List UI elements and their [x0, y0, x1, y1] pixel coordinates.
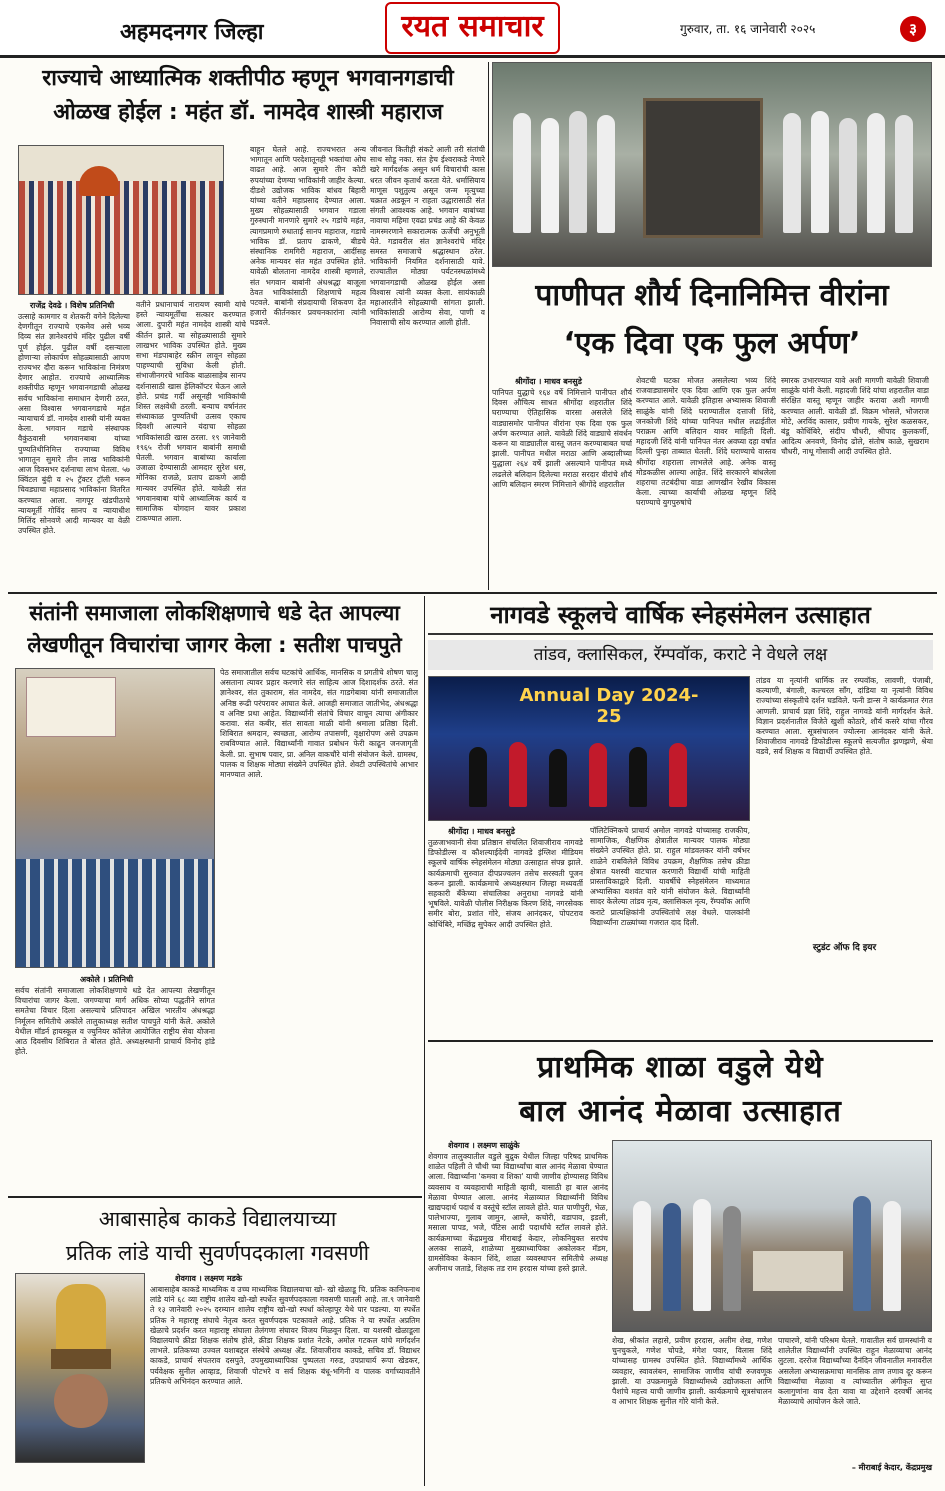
article-column: शेवटची घटका मोजत असलेल्या भव्य शिंदे राजवाड्यासमोर एक दिवा आणि एक फुल अर्पण करण्यात आले. यावेळी इतिहास अभ्यासक शिवाजी साळुंके यांनी शिंदे घराण्यातील दत्ताजी शिंदे, जनकोजी शिंदे यांच्या पानिपत मधील लढाईतील पराक्रम आणि बलिदान यावर माहिती दिली. महादजी शिंदे यांनी पानिपत नंतर अवघ्या दहा वर्षात दिल्ली पुन्हा ताब्यात घेतली. शिंदे घराण्याचे वास्तव श्रीगोंदा शहराला लाभलेले आहे. अनेक वास्तू मोडकळीस आल्या आहेत. शिंदे सरकारने बांधलेला शहराचा तटबंदीचा वाडा आणखीन रेखीव विकास केला. त्याच्या कार्याची ओळख म्हणून शिंदे घराण्याचे युगपुरुषांचे	[636, 376, 776, 508]
student-of-year-label: स्टुडंट ऑफ दि इयर	[812, 943, 877, 953]
headline-line: ओळख होईल : महंत डॉ. नामदेव शास्त्री महाराज	[53, 100, 443, 125]
vadule-headline	[428, 1046, 933, 1134]
headline-line: राज्याचे आध्यात्मिक शक्तीपीठ म्हणून भगवानगडाची	[42, 66, 454, 91]
article-column: पेठ समाजातील सर्वच घटकांचे आर्थिक, मानसिक व प्रगतीचे शोषण चालू असताना त्यावर प्रहार करणारे संत साहित्य आज दिशादर्शक ठरते. संत ज्ञानेश्वर, संत तुकाराम, संत नामदेव, संत गाडगेबाबा यांनी समाजातील अनिष्ठ रूढी परंपरावर आघात केले. आजही समाजात जातीभेद, अंधश्रद्धा व अनिष्ट प्रथा आहेत. विद्यार्थ्यांनी संतांचे विचार वाचून त्याचा अंगीकार करावा. संत कबीर, संत सावता माळी यांनी श्रमाला प्रतिष्ठा दिली. शिबिरात श्रमदान, स्वच्छता, आरोग्य तपासणी, वृक्षारोपण असे उपक्रम राबविण्यात आले. विद्यार्थ्यांनी गावात प्रबोधन फेरी काढून जनजागृती केली. प्रा. सुभाष पवार, प्रा. अनिल वाकचौरे यांनी संयोजन केले. ग्रामस्थ, पालक व शिक्षक मोठ्या संख्येने उपस्थित होते. शेवटी उपस्थितांचे आभार मानण्यात आले.	[220, 668, 418, 780]
section-divider	[8, 1196, 422, 1198]
satish-headline	[12, 597, 417, 661]
byline: शेवगाव । लक्ष्मण साळुंके	[448, 1141, 520, 1150]
bhagwangad-crowd-photo	[18, 145, 224, 295]
bhagwangad-headline	[14, 62, 482, 130]
nagwade-stage-photo	[428, 676, 750, 821]
article-column: तुळजाभवानी सेवा प्रतिष्ठान संचलित शिवाजीराव नागवडे डिफोडील्स व कौशल्याईदेवी नागवडे इंग्लिश मीडियम स्कूलचे वार्षिक स्नेहसंमेलन मोठ्या उत्साहात संपन्न झाले. कार्यक्रमाची सुरुवात दीपप्रज्वलन तसेच सरस्वती पूजन करून झाली. कार्यक्रमाचे अध्यक्षस्थान जिल्हा मध्यवर्ती सहकारी बँकेच्या संचालिका अनुराधा नागवडे यांनी भूषविले. यावेळी पोलीस निरीक्षक किरण शिंदे, नगरसेवक समीर बोरा, प्रशांत गोरे, संजय आनंदकर, पोपटराव कोथिंबिरे, मच्छिंद्र सुपेकर आदी उपस्थित होते.	[428, 838, 583, 929]
section-divider	[428, 1040, 933, 1042]
headline-line: संतांनी समाजाला लोकशिक्षणाचे धडे देत आपल्या	[29, 601, 400, 625]
article-column: पाचारणे, यांनी परिश्रम घेतले. गावातील सर्व ग्रामस्थांनी व शालेतील विद्यार्थ्यांनी उपस्थित राहून मेळाव्याचा आनंद लुटला. दररोज विद्यार्थ्यांच्या दैनंदिन जीवनातील मनावरील असलेला अभ्यासक्रमाचा मानसिक ताण तणाव दूर करून विद्यार्थ्यांचा मेळावा व त्यांच्यातील अंगीकृत सुप्त कलागुणांना वाव देता यावा या उद्देशाने दरवर्षी आनंद मेळाव्याचे आयोजन केले जाते.	[778, 1336, 932, 1407]
article-column: तांडव या नृत्यांनी धार्मिक तर रम्पवॉक, लावणी, पंजाबी, कल्याणी, बंगाली, कल्चरल सॉंग, दांडिया या नृत्यांनी विविध राज्यांच्या संस्कृतीचे दर्शन घडविले. फनी डान्स ने कार्यक्रमात रंगत आणली. प्राचार्य प्रज्ञा शिंदे, राहुल नागवडे यांनी मार्गदर्शन केले. विज्ञान प्रदर्शनातील विजेते खुशी कोठारे, शौर्य कसरे यांचा गौरव करण्यात आला. सूत्रसंचालन ज्योत्स्ना आनंदकर यांनी केले. शिवाजीराव नागवडे डिफोडील्स स्कूलचे सत्यजीत झणझणे, श्रेया वडवे, सर्व शिक्षक व विद्यार्थी उपस्थित होते.	[756, 676, 933, 757]
article-column: पानिपत युद्धाचे १६४ वर्षे निमित्ताने पानीपत शौर्य दिवस औचित्य साधत श्रीगोंदा शहरातील शिंदे घराण्याचा ऐतिहासिक वारसा असलेले शिंदे वाड्यासमोर पानीपत वीरांना एक दिवा एक फुल अर्पण करण्यात आले. यावेळी शिंदे वाड्याचे संवर्धन करून या वाड्यातील वास्तू जतन करण्याबाबत चर्चा झाली. पानीपत मधील मराठा आणि अब्दालीच्या युद्धाला २६४ वर्षे झाली असल्याने पानीपत मध्ये लढलेले बलिदान दिलेल्या मराठा सरदार वीरांचे शौर्य आणि बलिदान स्मरण निमित्ताने श्रीगोंदे शहरातील	[492, 388, 632, 489]
article-column: बाहून घेतले आहे. राज्यभरात अन्य भागातून आणि परदेशातूनही भक्तांचा ओघ वाढत आहे. आज सुमारे तीन कोटी रुपयांच्या देणग्या भाविकांनी जाहीर केल्या. दीडशे उद्योजक भाविक बांधव बिहारी यांच्या वतीने महाप्रसाद देण्यात आला. मुख्य सोहळ्यासाठी भगवान गडाला गुरुस्थानी मानणारे सुमारे २५ गडांचे महंत, त्यागप्रमाणे रुधाताई सानप महाराज, गडाचे भाविक डॉ. प्रताप ढाकणे, बीडचे संस्थानिक रामगिरी महाराज, आदींसह अनेक मान्यवर संत महंत उपस्थित होते. यावेळी बोलताना नामदेव शास्त्री म्हणाले, संत भगवान बाबांनी अंधश्रद्धा बाजूला ठेवत भाविकांसाठी शिक्षणाचे महत्व पटवले. बाबांनी संप्रदायाची शिकवण देत हजारो कीर्तनकार प्रवचनकारांना त्यांनी घडवले.	[250, 145, 366, 328]
banner-text: Annual Day 2024-25	[519, 685, 699, 727]
headline-line: पाणीपत शौर्य दिनानिमित्त वीरांना	[535, 278, 889, 313]
article-column: स्मारक उभारण्यात यावे अशी मागणी यावेळी शिवाजी साळुंके यांनी केली. महादजी शिंदे यांचा शहरातील वाडा संरक्षित वास्तू म्हणून जाहीर करावा अशी मागणी करण्यात आली. यावेळी डॉ. विक्रम भोसले, भोजराज मोटे, अरविंद कासार, प्रवीण गायके, सुरेश कळसकर, बंडू कोथिंबिरे, संदीप चौधरी, श्रीपाद कुलकर्णी, आदित्य अनवणे, विनोद ढोले, संतोष काळे, सुखराम चौधरी, नाथू गोसावी आदी उपस्थित होते.	[781, 376, 929, 457]
article-column: उत्साहे कामगार व शेतकरी वगेने दिलेल्या देणगीतून राज्याचे एकमेव असे भव्य दिव्य संत ज्ञानेश्वरांचे मंदिर पुढील वर्षी पूर्ण होईल. पुढील वर्षी दसऱ्याला होणाऱ्या लोकार्पण सोहळ्यासाठी आपण राज्यभर दौरा करून भाविकांना निमंत्रण देणार आहोत. राज्याचे आध्यात्मिक शक्तीपीठ म्हणून भगवानगडाची ओळख सर्वच भाविकांना समाधान देणारी ठरत, असा विश्वास भगवानगडाचे महंत न्यायाचार्य डॉ. नामदेव शास्त्री यांनी व्यक्त केला. भगवान गडाचे संस्थापक वैकुंठवासी भगवानबाबा यांच्या पुण्यतिथीनिमित्त राज्याच्या विविध भागातून सुमारे तीन लाख भाविकांनी आज दिवसभर दर्शनाचा लाभ घेतला. ५७ क्विंटल बुंदी व २५ ट्रॅक्टर ट्रॉली भरून चिवड्याचा महाप्रसाद भाविकांना वितरित करण्यात आला. नागपूर खंडपीठाचे न्यायमूर्ती गोविंद सानप व न्यायाधीश मिलिंद सोनवणे आदी मान्यवर या वेळी उपस्थित होते.	[18, 312, 130, 536]
article-column: जीवनात कितीही संकटे आली तरी संतांची साथ सोडू नका. संत हेच ईश्वराकडे नेणारे खरे मार्गदर्शक असून धर्म विचारांची कास धरत जीवन कृतार्थ करता येते. धर्मासियाय माणूस पशुतुल्य असून जन्म मृत्युच्या चक्रात अडकून न राहता उद्धारासाठी संत संगती आवश्यक आहे. भगवान बाबांच्या नावाचा महिमा एवढा प्रचंड आहे की केवळ नामस्मरणाने सकारात्मक ऊर्जेची अनुभूती येते. गडावरील संत ज्ञानेश्वरांचे मंदिर समस्त समाजाचे श्रद्धास्थान ठरेल. भाविकांनी नियमित दर्शनासाठी यावे. राज्यातील मोठ्या पर्यटनस्थळांमध्ये भगवानगडाची ओळख होईल असा विश्वास त्यांनी व्यक्त केला. सायंकाळी महाआरतीने सोहळ्याची सांगता झाली. भाविकांसाठी आरोग्य सेवा, पाणी व निवासाची सोय करण्यात आली होती.	[370, 145, 485, 328]
district-label: अहमदनगर जिल्हा	[120, 20, 264, 45]
byline: श्रीगोंदा । माधव बनसुडे	[515, 377, 582, 386]
panipat-group-photo	[492, 62, 932, 267]
headline-line: आबासाहेब काकडे विद्यालयाच्या	[98, 1207, 337, 1231]
headline-line: प्रतिक लांडे याची सुवर्णपदकाला गवसणी	[65, 1241, 370, 1265]
article-column: पॉलिटेक्निकचे प्राचार्य अमोल नागवडे यांच्यासह राजकीय, सामाजिक, शैक्षणिक क्षेत्रातील मान्यवर पालक मोठ्या संख्येने उपस्थित होते. प्रा. राहुल मांडवलकर यांनी वर्षभर शाळेने राबविलेले विविध उपक्रम, शैक्षणिक तसेच क्रीडा क्षेत्रात यशस्वी वाटचाल करणारी विद्यार्थी यांची माहिती प्रास्ताविकाद्वारे दिली. यावर्षीचे स्नेहसंमेलन माध्यमात अभ्यासिका यशवंत वारे यांनी संयोजन केले. विद्यार्थ्यांनी सादर केलेल्या तांडव नृत्य, क्लासिकल नृत्य, रॅम्पवॉक आणि कराटे प्रात्यक्षिकांनी उपस्थितांचे लक्ष वेधले. पालकांनी विद्यार्थ्यांना टाळ्यांच्या गजरात दाद दिली.	[590, 826, 750, 927]
satish-students-photo	[15, 668, 215, 968]
headline-line: प्राथमिक शाळा वडुले येथे	[537, 1050, 824, 1085]
byline: राजेंद्र देवढे । विशेष प्रतिनिधी	[30, 301, 115, 310]
byline: अकोले । प्रतिनिधी	[80, 975, 134, 984]
article-column: आबासाहेब काकडे माध्यमिक व उच्च माध्यमिक विद्यालयाचा खो- खो खेळाडू चि. प्रतिक कानिफनाथ लांडे यांने ६८ व्या राष्ट्रीय शालेय खो-खो स्पर्धेत सुवर्णपदकाला गवसणी घातली आहे. ता.९ जानेवारी ते १३ जानेवारी २०२५ दरम्यान शालेय राष्ट्रीय खो-खो स्पर्धा कोल्हापूर येथे पार पडल्या. या स्पर्धेत प्रतिक ने महाराष्ट्र संघाचे नेतृत्व करत सुवर्णपदक पटकावले आहे. प्रतिक ने या स्पर्धेत अप्रतिम खेळाचे प्रदर्शन करत महाराष्ट्र संघाला तेलंगणा संघावर विजय मिळवून दिला. या यशस्वी खेळाडूला विद्यालयाचे क्रीडा शिक्षक संतोष होले, क्रीडा शिक्षक प्रशांत नेटके, अमोल गटकल यांचे मार्गदर्शन लाभले. प्रतिकच्या उज्वल यशाबद्दल संस्थेचे अध्यक्ष ॲड. शिवाजीराव काकडे, सचिव डॉ. विद्याधर काकडे, प्राचार्य संपतराव दसपुते, उपमुख्याध्यापिका पुष्पलता गरुड, उपप्राचार्य रूपा खेडकर, पर्यवेक्षक सुनील आव्हाड, शिवाजी पोटभरे व सर्व शिक्षक बंधू-भगिनी व पालक वर्गाच्यावतीने प्रतिकचे अभिनंदन करण्यात आले.	[150, 1285, 420, 1386]
issue-date: गुरुवार, ता. १६ जानेवारी २०२५	[680, 22, 816, 36]
byline: श्रीगोंदा । माधव बनसुडे	[448, 827, 515, 836]
article-column: वतीने प्रधानाचार्य नारायण स्वामी यांचे हस्ते न्यायमूर्तींचा सत्कार करण्यात आला. दुपारी महंत नामदेव शास्त्री यांचे कीर्तन झाले. या सोहळ्यासाठी सुमारे लाखभर भाविक उपस्थित होते. मुख्य सभा मंडपाबाहेर स्क्रीन लावून सोहळा पाहण्याची सुविधा केली होती. संभाजीनगरचे भाविक बाळासाहेब सानप दर्शनासाठी खास हेलिकॉप्टर घेऊन आले होते. प्रचंड गर्दी असूनही भाविकांची शिस्त लक्षवेधी ठरली. बन्याच वर्षानंतर संध्याकाळ पुण्यतिथी उत्सव एकाच दिवशी आल्याने यंदाचा सोहळा भाविकांसाठी खास ठरला. १९ जानेवारी १९६५ रोजी भगवान बाबांनी समाधी घेतली. भगवान बाबांच्या कार्याला उजाळा देण्यासाठी आमदार सुरेश धस, मोनिका राजळे, प्रताप ढाकणे आदी मान्यवर उपस्थित होते. यावेळी संत भगवानबाबा यांचे आध्यात्मिक कार्य व सामाजिक योगदान यावर प्रकाश टाकण्यात आला.	[136, 300, 246, 524]
nagwade-subhead: तांडव, क्लासिकल, रॅम्पवॉक, कराटे ने वेधले लक्ष	[428, 640, 933, 670]
section-divider	[8, 592, 937, 594]
article-column: शेवगाव तालुक्यातील वडुले बुद्रुक येथील जिल्हा परिषद प्राथमिक शाळेत पहिली ते चौथी च्या विद्यार्थ्यांचा बाल आनंद मेळावा घेण्यात आला. विद्यार्थ्यांना 'कमवा व शिका' याची जाणीव होण्यासह विविध व्यवसाय व व्यवहाराची माहिती व्हावी, यासाठी हा बाल आनंद मेळावा घेण्यात आला. आनंद मेळाव्यात विद्यार्थ्यांनी विविध खाद्यपदार्थ पदार्थ व वस्तूंचे स्टॉल लावले होते. यात पाणीपुरी, भेळ, पालेभाज्या, गुलाब जामुन, आम्ले, कचोरी, वडापाव, इडली, मसाला पापड, भजे, पॅटिस आदी पदार्थांचे स्टॉल लावले होते. कार्यक्रमाच्या केंद्रप्रमुख मीराबाई केदार, लोकनियुक्त सरपंच अलका साळवे, शाळेच्या मुख्याध्यापिका अकोलकर मॅडम, ग्रामसेविका केकान शिंदे, शाळा व्यवस्थापन समितीचे अध्यक्ष अजीनाथ जताडे, शिक्षक तड राम हरदास यांच्या हस्ते झाले.	[428, 1152, 608, 1274]
page-number: ३	[900, 16, 926, 42]
nagwade-headline: नागवडे स्कूलचे वार्षिक स्नेहसंमेलन उत्साहात	[428, 597, 933, 635]
kakade-trophy-photo	[15, 1273, 145, 1463]
article-column: सर्वच संतांनी समाजाला लोकशिक्षणाचे धडे देत आपल्या लेखणीतून विचारांचा जागर केला. जगण्याचा मार्ग अधिक सोप्या पद्धतीने सांगत समतेचा विचार दिला असल्याचे प्रतिपादन अखिल भारतीय अंधश्रद्धा निर्मूलन समितीचे अकोले तालुकाध्यक्ष सतीश पाचपुते यांनी केले. अकोले येथील मॉडर्न हायस्कूल व ज्युनियर कॉलेज आयोजित राष्ट्रीय सेवा योजना आठ दिवसीय शिबिरात ते बोलत होते. अध्यक्षस्थानी प्राचार्य विनोद हांडे होते.	[15, 986, 215, 1057]
byline: शेवगाव । लक्ष्मण मडके	[175, 1274, 243, 1283]
headline-line: बाल आनंद मेळावा उत्साहात	[519, 1094, 842, 1129]
column-divider	[424, 1040, 425, 1486]
headline-line: लेखणीतून विचारांचा जागर केला : सतीश पाचपुते	[27, 633, 402, 657]
vadule-signoff: – मीराबाई केदार, केंद्रप्रमुख	[851, 1463, 932, 1472]
headline-line: ‘एक दिवा एक फुल अर्पण’	[563, 326, 861, 361]
article-column: शेख, श्रीकांत लहासे, प्रवीण हरदास, अलीम शेख, गणेश चुनचुकले, गणेश चोपडे, मंगेश पवार, विलास शिंदे यांच्यासह ग्रामस्थ उपस्थित होते. विद्यार्थ्यांमध्ये आर्थिक व्यवहार, स्वावलंबन, सामाजिक जाणीव यांची रुजवणूक झाली. या उपक्रमामुळे विद्यार्थ्यांमध्ये उद्योजकता आणि पैशांचे महत्त्व याची जाणीव झाली. कार्यक्रमाचे सूत्रसंचालन व आभार शिक्षक सुनील गोरे यांनी केले.	[612, 1336, 772, 1407]
vadule-fair-photo	[612, 1140, 932, 1332]
panipat-headline	[492, 272, 932, 368]
kakade-headline	[15, 1202, 420, 1270]
newspaper-masthead: रयत समाचार	[385, 2, 560, 54]
column-divider	[488, 62, 489, 590]
